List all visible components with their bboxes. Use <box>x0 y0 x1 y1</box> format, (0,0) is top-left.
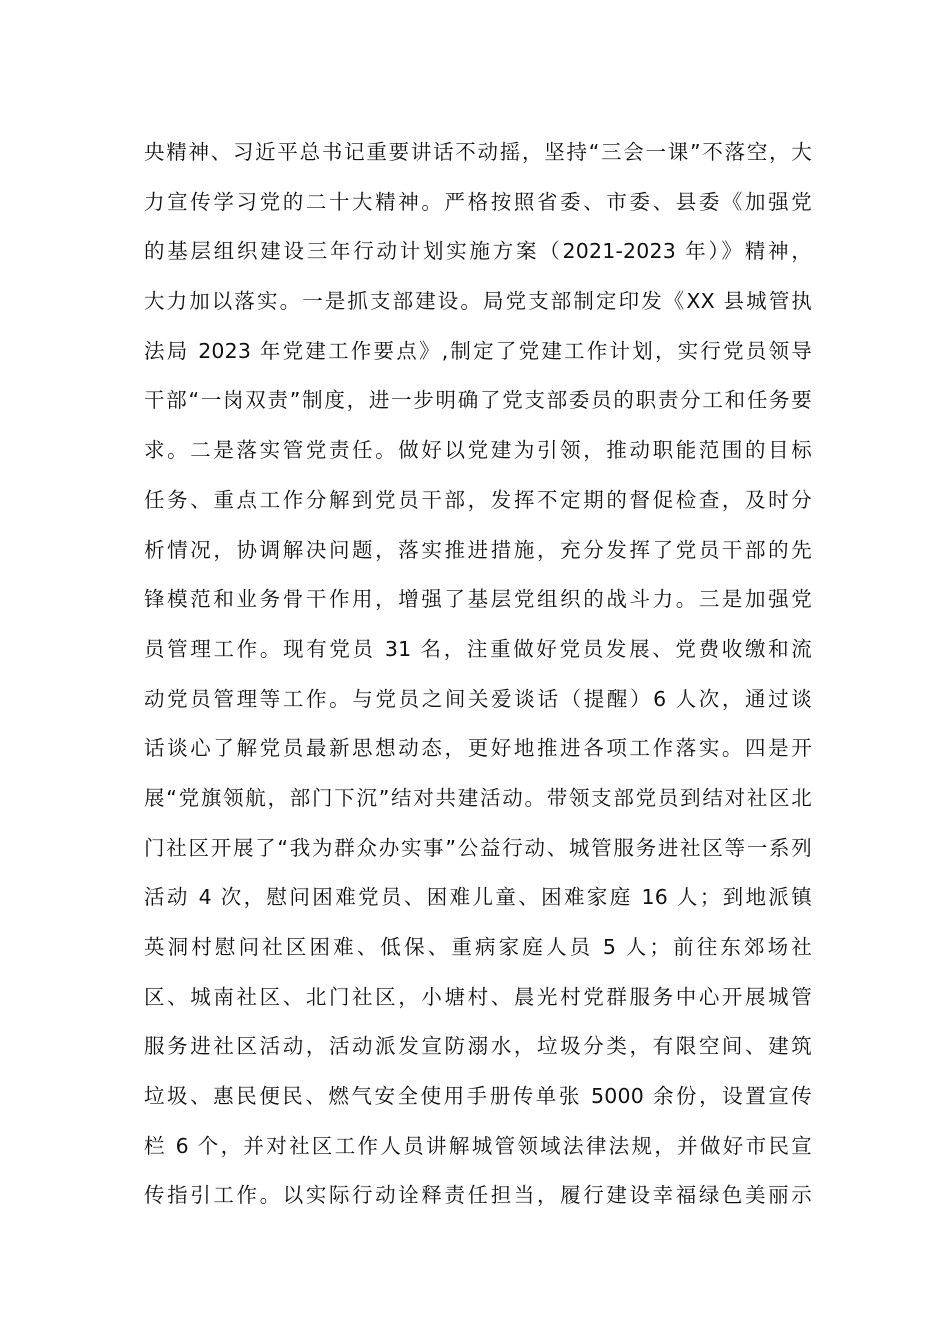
text-line: 的基层组织建设三年行动计划实施方案（2021-2023 年）》精神， <box>144 239 812 264</box>
text-line: 区、城南社区、北门社区，小塘村、晨光村党群服务中心开展城管 <box>144 984 812 1009</box>
text-line: 英洞村慰问社区困难、低保、重病家庭人员 5 人；前往东郊场社 <box>144 935 812 959</box>
text-line: 法局 2023 年党建工作要点》,制定了党建工作计划，实行党员领导 <box>144 338 812 363</box>
text-line: 析情况，协调解决问题，落实推进措施，充分发挥了党员干部的先 <box>144 537 812 562</box>
text-line: 门社区开展了“我为群众办实事”公益行动、城管服务进社区等一系列 <box>144 835 812 860</box>
text-line: 任务、重点工作分解到党员干部，发挥不定期的督促检查，及时分 <box>144 487 812 512</box>
text-line: 活动 4 次，慰问困难党员、困难儿童、困难家庭 16 人；到地派镇 <box>144 885 812 910</box>
text-line: 传指引工作。以实际行动诠释责任担当，履行建设幸福绿色美丽示 <box>144 1183 812 1208</box>
body-paragraph <box>144 128 812 1221</box>
text-line: 服务进社区活动，活动派发宣防溺水，垃圾分类，有限空间、建筑 <box>144 1034 812 1059</box>
text-line: 话谈心了解党员最新思想动态，更好地推进各项工作落实。四是开 <box>144 736 812 761</box>
text-line: 求。二是落实管党责任。做好以党建为引领，推动职能范围的目标 <box>144 438 812 463</box>
text-line: 干部“一岗双责”制度，进一步明确了党支部委员的职责分工和任务要 <box>144 388 812 413</box>
text-line: 展“党旗领航，部门下沉”结对共建活动。带领支部党员到结对社区北 <box>144 785 812 810</box>
text-line: 栏 6 个，并对社区工作人员讲解城管领域法律法规，并做好市民宣 <box>144 1133 812 1158</box>
text-line: 垃圾、惠民便民、燃气安全使用手册传单张 5000 余份，设置宣传 <box>144 1084 812 1109</box>
text-line: 力宣传学习党的二十大精神。严格按照省委、市委、县委《加强党 <box>144 189 812 214</box>
text-line: 锋模范和业务骨干作用，增强了基层党组织的战斗力。三是加强党 <box>144 587 812 612</box>
text-line: 动党员管理等工作。与党员之间关爱谈话（提醒）6 人次，通过谈 <box>144 686 812 711</box>
text-line: 央精神、习近平总书记重要讲话不动摇，坚持“三会一课”不落空，大 <box>144 140 812 164</box>
text-line: 大力加以落实。一是抓支部建设。局党支部制定印发《XX 县城管执 <box>144 289 812 314</box>
text-line: 员管理工作。现有党员 31 名，注重做好党员发展、党费收缴和流 <box>144 636 812 661</box>
